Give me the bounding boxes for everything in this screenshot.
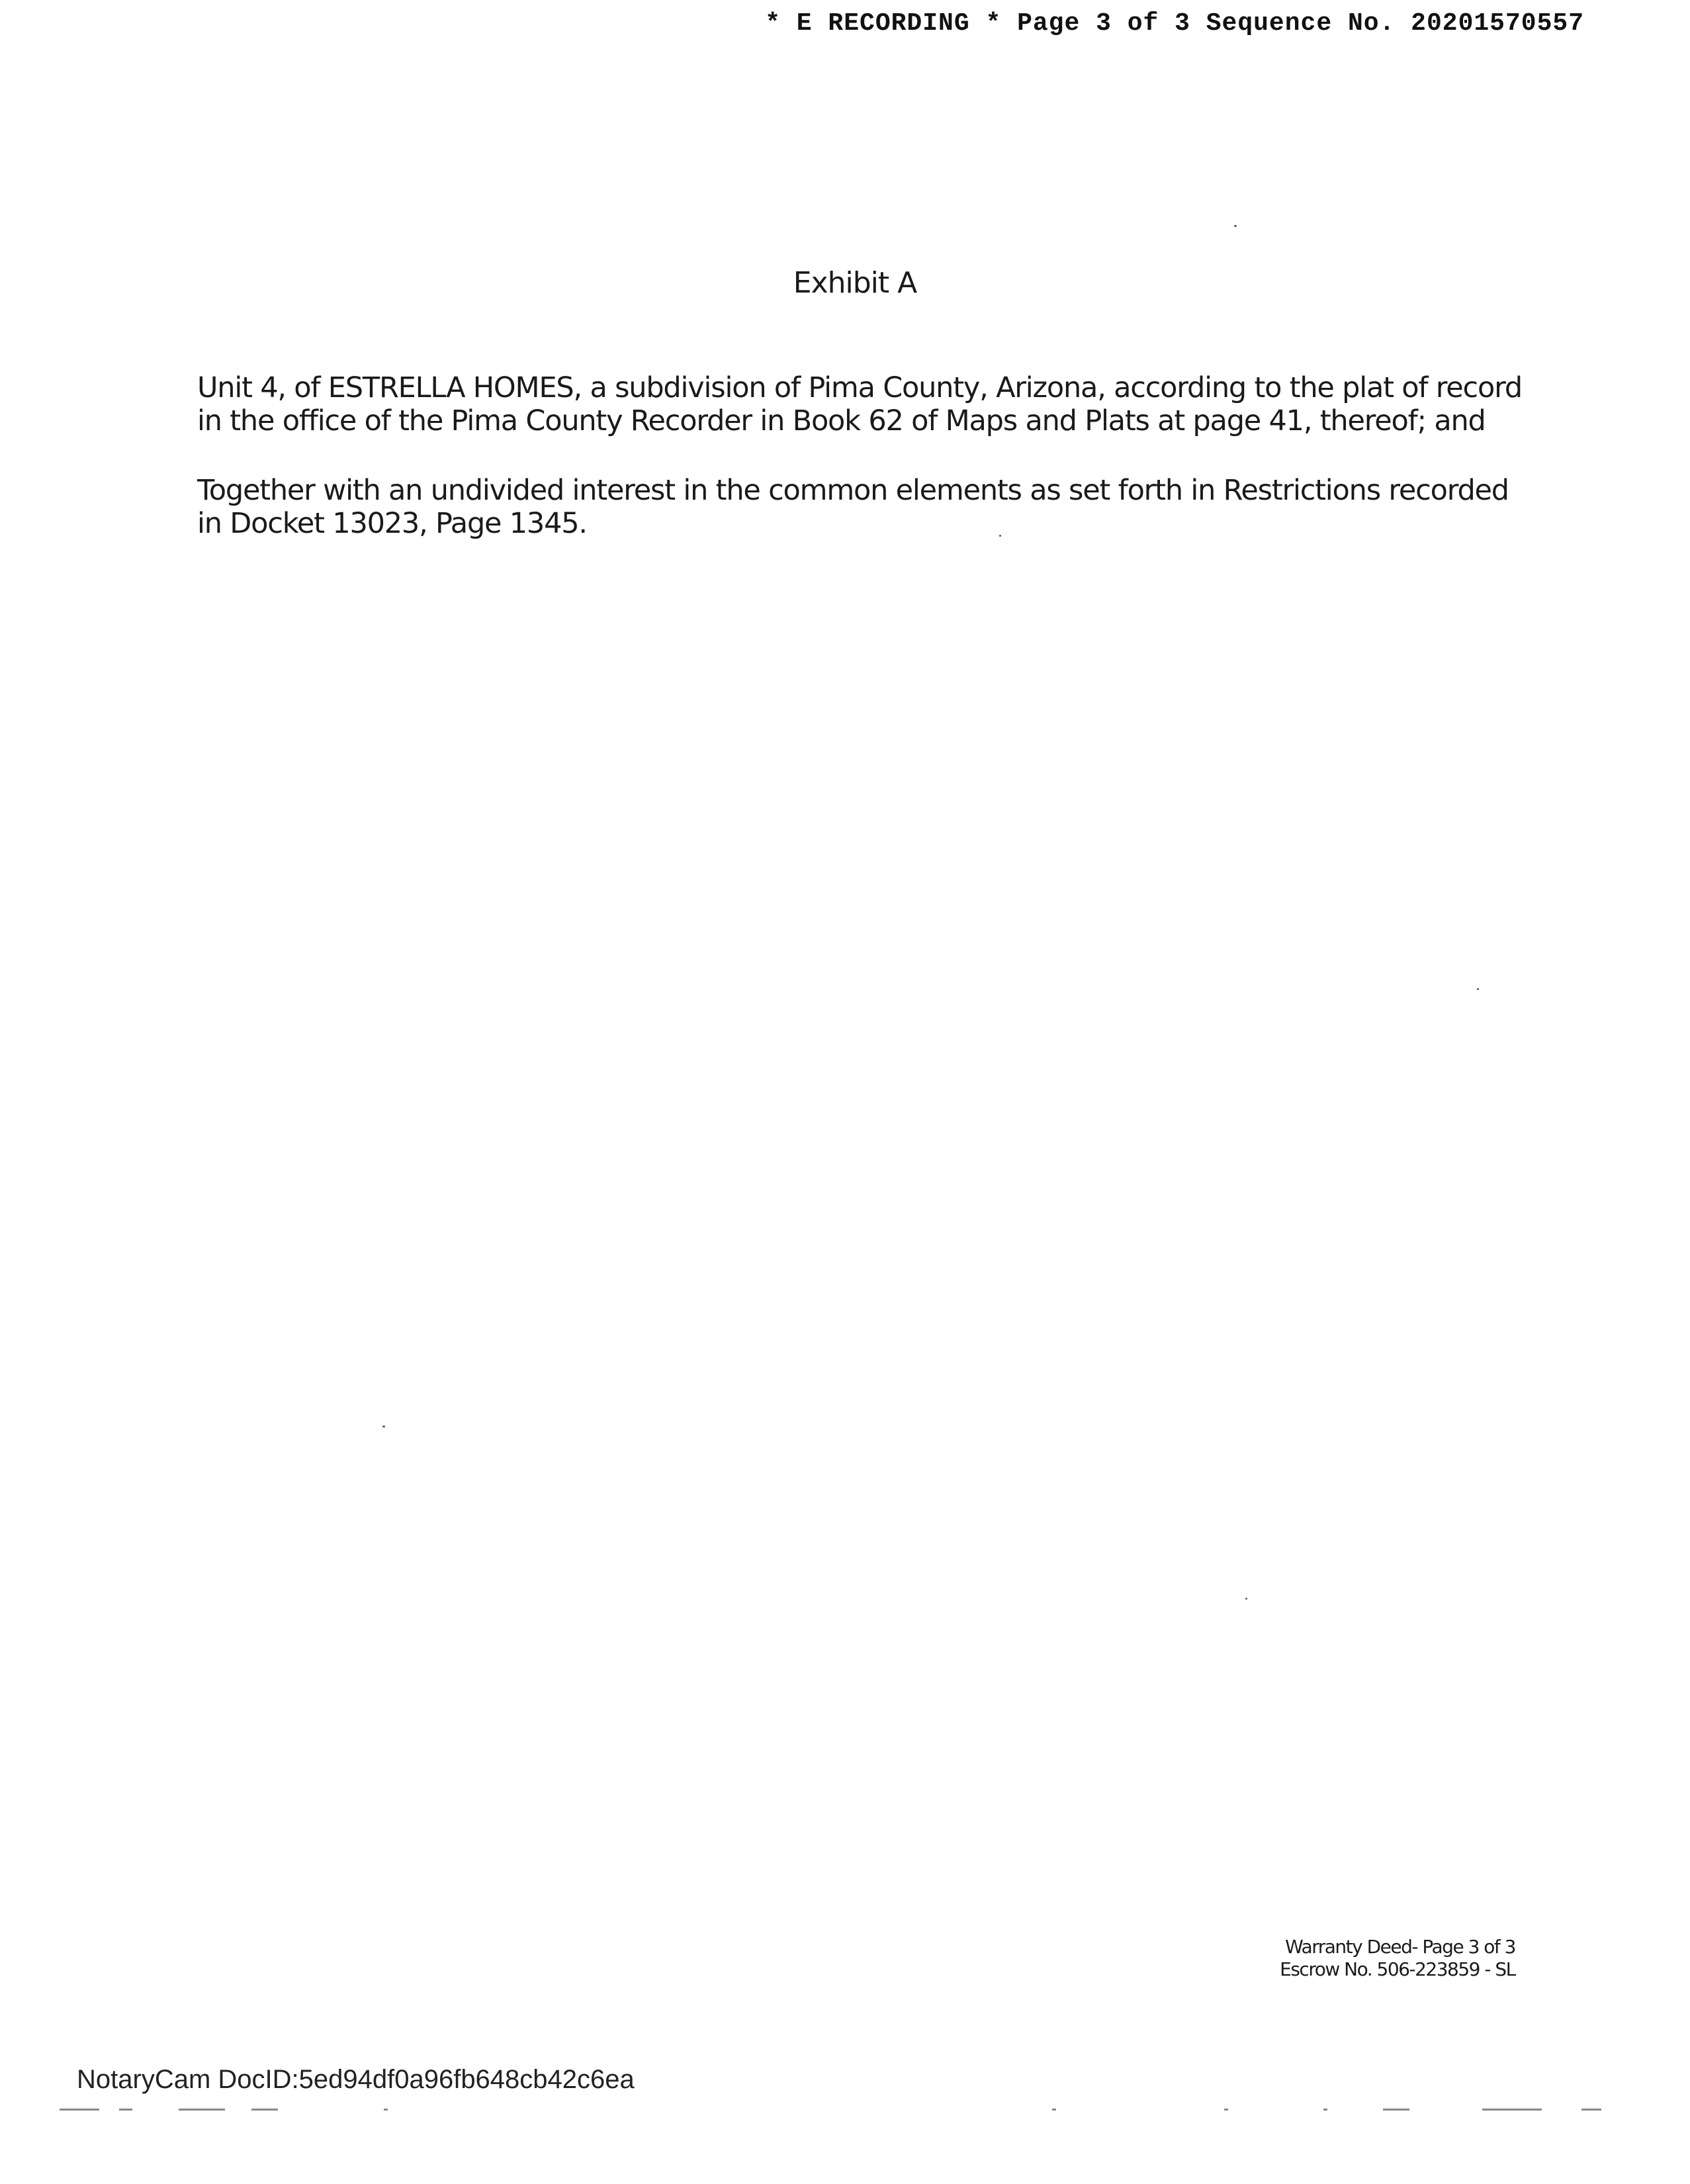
notary-doc-id: NotaryCam DocID:5ed94df0a96fb648cb42c6ea	[77, 2065, 635, 2094]
recording-header: * E RECORDING * Page 3 of 3 Sequence No. 20201570557	[765, 9, 1584, 38]
scan-speck	[1245, 1598, 1247, 1600]
scan-speck	[999, 535, 1001, 537]
scan-speck	[382, 1426, 385, 1428]
common-elements-paragraph: Together with an undivided interest in the common elements as set forth in Restrictions recorded in Docket 13023, Page 1345.	[197, 474, 1509, 540]
scan-noise-strip	[60, 2109, 1648, 2113]
exhibit-title: Exhibit A	[793, 266, 917, 300]
legal-description-paragraph: Unit 4, of ESTRELLA HOMES, a subdivision of Pima County, Arizona, according to the plat of record in the office of the Pima County Recorder in Book 62 of Maps and Plats at page 41, thereof; and	[197, 371, 1522, 437]
deed-page-label: Warranty Deed- Page 3 of 3	[1285, 1936, 1515, 1958]
scan-speck	[1477, 988, 1479, 990]
escrow-number: Escrow No. 506-223859 - SL	[1280, 1958, 1515, 1980]
deed-footer	[1280, 1936, 1515, 1981]
scan-speck	[1234, 225, 1237, 227]
